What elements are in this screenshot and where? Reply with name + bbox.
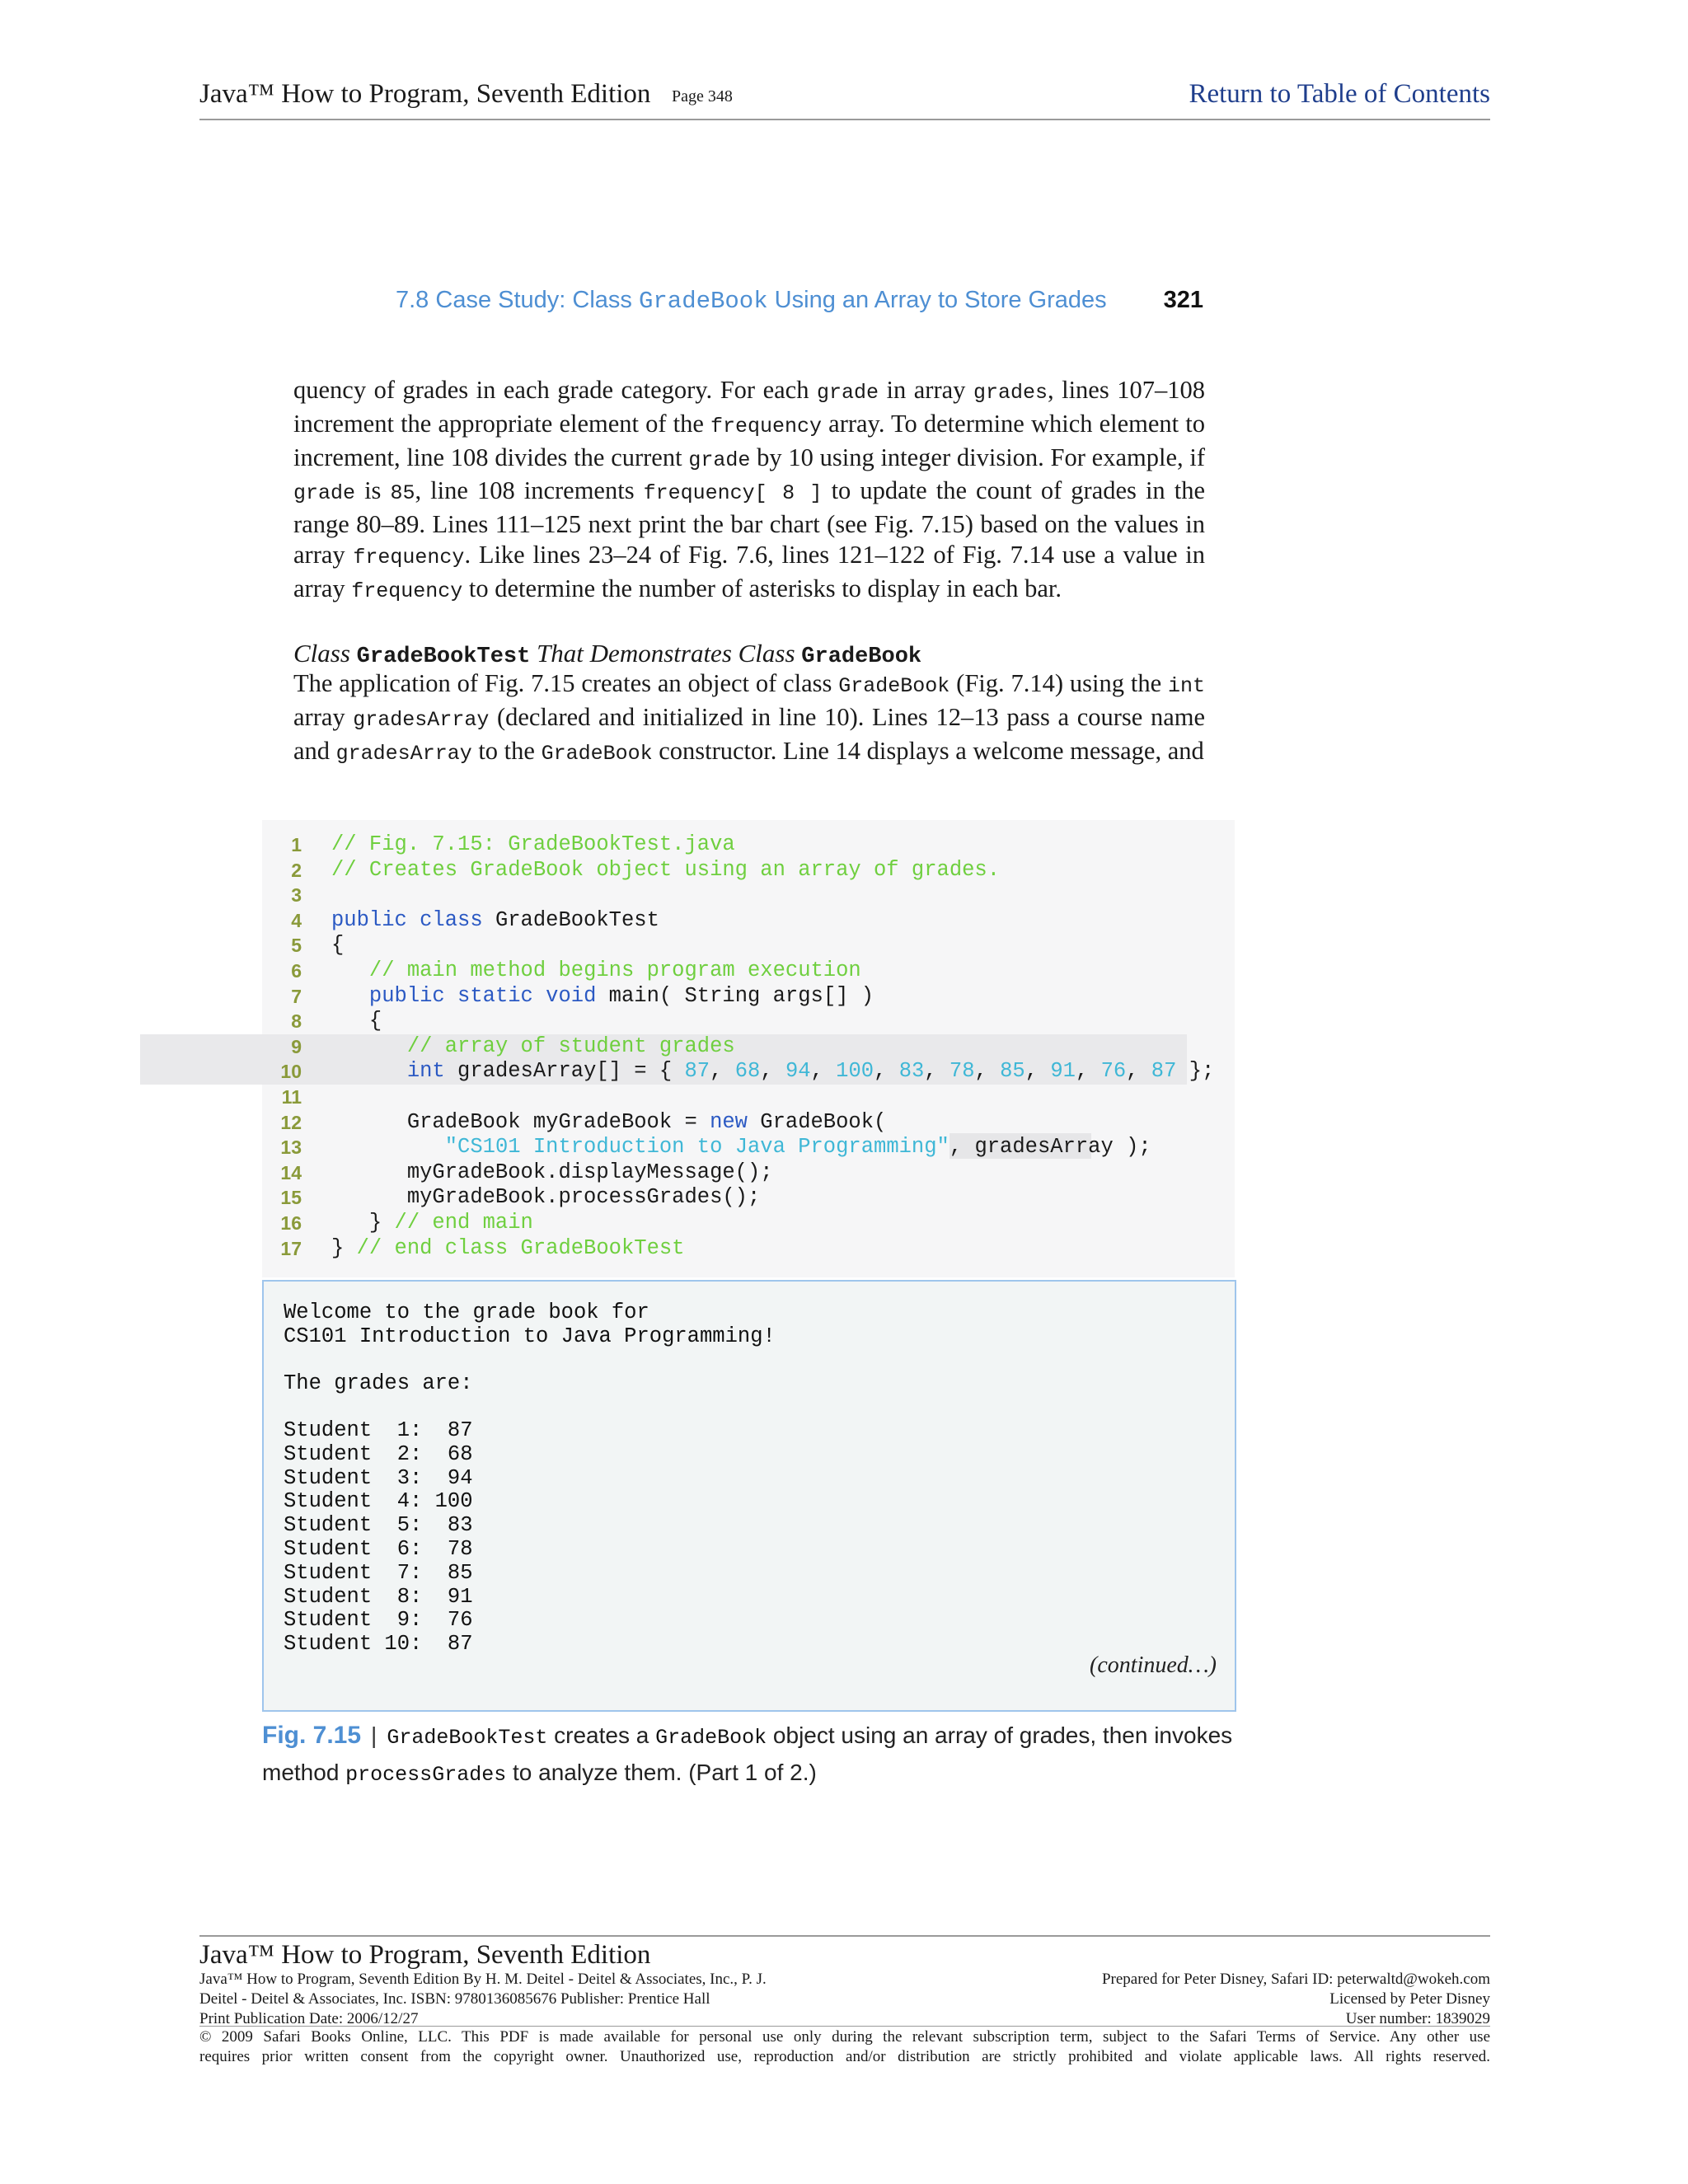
line-number: 6 — [291, 960, 302, 982]
code-text: public static void main( String args[] ) — [368, 983, 874, 1008]
line-number: 13 — [280, 1137, 302, 1159]
code-line — [262, 1059, 1235, 1085]
line-number: 4 — [291, 909, 302, 931]
code-text: } // end class GradeBookTest — [331, 1235, 685, 1260]
line-number: 1 — [291, 834, 302, 855]
footer-user-number: User number: 1839029 — [1345, 2010, 1490, 2027]
code-text: // Fig. 7.15: GradeBookTest.java — [331, 832, 735, 856]
code-text: // array of student grades — [406, 1033, 735, 1058]
line-number: 9 — [291, 1035, 302, 1057]
code-line — [262, 1009, 1235, 1034]
line-number: 7 — [291, 985, 302, 1007]
line-number: 3 — [291, 884, 302, 907]
code-line — [262, 832, 1235, 858]
line-number: 8 — [291, 1010, 302, 1033]
student-grade-line: Student 2: 68 — [284, 1441, 473, 1466]
student-grade-line: Student 8: 91 — [284, 1584, 473, 1609]
footer-license: Licensed by Peter Disney — [1329, 1990, 1490, 2008]
code-text: public class GradeBookTest — [331, 907, 659, 932]
figure-number: Fig. 7.15 — [262, 1722, 362, 1749]
line-number: 12 — [280, 1111, 302, 1133]
line-number: 16 — [280, 1212, 302, 1234]
student-grade-line: Student 1: 87 — [284, 1418, 473, 1442]
line-number: 14 — [280, 1161, 302, 1183]
code-text: int gradesArray[] = { 87, 68, 94, 100, 83, 78, 85, 91, 76, 87 }; — [406, 1059, 1215, 1084]
code-line — [262, 1185, 1235, 1211]
code-line — [262, 1085, 1235, 1110]
code-text: { — [331, 933, 345, 958]
line-number: 5 — [291, 935, 302, 957]
code-text: myGradeBook.processGrades(); — [331, 1185, 761, 1210]
section-title: 7.8 Case Study: Class GradeBook Using an Array to Store Grades — [396, 287, 1107, 315]
line-number: 2 — [291, 859, 302, 881]
code-text: // main method begins program execution — [368, 958, 861, 982]
student-grade-line: Student 4: 100 — [284, 1489, 473, 1514]
footer-title: Java™ How to Program, Seventh Edition — [199, 1940, 651, 1970]
continued-note: (continued…) — [1090, 1652, 1217, 1678]
student-grade-line: Student 3: 94 — [284, 1465, 473, 1490]
code-line — [262, 1236, 1235, 1262]
student-grade-line: Student 7: 85 — [284, 1560, 473, 1585]
student-grade-line: Student 5: 83 — [284, 1513, 473, 1538]
code-text: { — [331, 1009, 382, 1033]
copyright-notice: © 2009 Safari Books Online, LLC. This PDF is made available for personal use only during the relevant subscription term, subject to the Safari Terms of Service. Any other use requires prior written consent from the copyright owner. Unauthorized use, reproduction and/or distribution are strictly prohibited and violate applicable laws. All rights reserved. — [199, 2028, 1490, 2065]
output-line: CS101 Introduction to Java Programming! — [284, 1324, 776, 1348]
line-number: 10 — [280, 1061, 302, 1083]
body-paragraph-1: quency of grades in each grade category. For each grade in array grades, lines 107–108 increment the appropriate element of the frequency array. To determine which element to increment, line 108 divides the current grade by 10 using integer division. For example, if grade is 85, line 108 increments frequency[ 8 ] to update the count of grades in the range 80–89. Lines 111–125 next print the bar chart (see Fig. 7.15) based on the values in array frequency. Like lines 23–24 of Fig. 7.6, lines 121–122 of Fig. 7.14 use a value in array frequency to determine the number of asterisks to display in each bar. — [293, 376, 1205, 603]
code-text: // Creates GradeBook object using an array of grades. — [331, 857, 1001, 882]
code-line — [262, 883, 1235, 908]
program-output — [262, 1280, 1236, 1712]
code-line — [262, 1034, 1235, 1060]
figure-caption: Fig. 7.15 | GradeBookTest creates a GradeBook object using an array of grades, then invokes method processGrades to analyze them. (Part 1 of 2.) — [262, 1722, 1233, 1787]
student-grade-line: Student 10: 87 — [284, 1632, 473, 1657]
code-line — [262, 1135, 1235, 1160]
book-title: Java™ How to Program, Seventh Edition — [199, 79, 651, 109]
book-page-number: 321 — [1163, 287, 1203, 313]
code-text: GradeBook myGradeBook = new GradeBook( — [331, 1109, 887, 1134]
toc-link[interactable]: Return to Table of Contents — [1189, 79, 1490, 109]
line-number: 15 — [280, 1187, 302, 1209]
code-line — [262, 858, 1235, 883]
page-label: Page 348 — [672, 87, 733, 105]
code-line — [262, 1211, 1235, 1236]
footer-divider — [199, 2026, 1490, 2027]
output-line: Welcome to the grade book for — [284, 1301, 649, 1324]
code-text: "CS101 Introduction to Java Programming", gradesArray ); — [444, 1135, 1151, 1160]
code-text: } // end main — [331, 1211, 533, 1235]
student-grade-line: Student 9: 76 — [284, 1608, 473, 1633]
code-line — [262, 908, 1235, 934]
footer-pub-date: Print Publication Date: 2006/12/27 — [199, 2010, 419, 2027]
code-line — [262, 984, 1235, 1010]
subsection-heading: Class GradeBookTest That Demonstrates Class GradeBook — [293, 639, 922, 669]
running-head — [396, 287, 1203, 323]
page-footer — [199, 1935, 1490, 2027]
page-header — [199, 79, 1490, 120]
code-line — [262, 933, 1235, 958]
body-paragraph-2: The application of Fig. 7.15 creates an object of class GradeBook (Fig. 7.14) using the int array gradesArray (declared and initialized in line 10). Lines 12–13 pass a course name and gradesArray to the GradeBook constructor. Line 14 displays a welcome message, and — [293, 669, 1205, 766]
student-grade-line: Student 6: 78 — [284, 1537, 473, 1561]
code-line — [262, 1160, 1235, 1186]
output-line: The grades are: — [284, 1371, 473, 1395]
line-number: 17 — [280, 1237, 302, 1259]
footer-book-info: Java™ How to Program, Seventh Edition By H. M. Deitel - Deitel & Associates, Inc., P. J. — [199, 1971, 767, 1988]
code-line — [262, 1110, 1235, 1136]
code-text: myGradeBook.displayMessage(); — [331, 1160, 773, 1184]
footer-prepared-for: Prepared for Peter Disney, Safari ID: peterwaltd@wokeh.com — [1101, 1971, 1490, 1988]
code-line — [262, 958, 1235, 984]
footer-isbn-info: Deitel - Deitel & Associates, Inc. ISBN: 9780136085676 Publisher: Prentice Hall — [199, 1990, 710, 2008]
line-number: 11 — [281, 1086, 302, 1108]
